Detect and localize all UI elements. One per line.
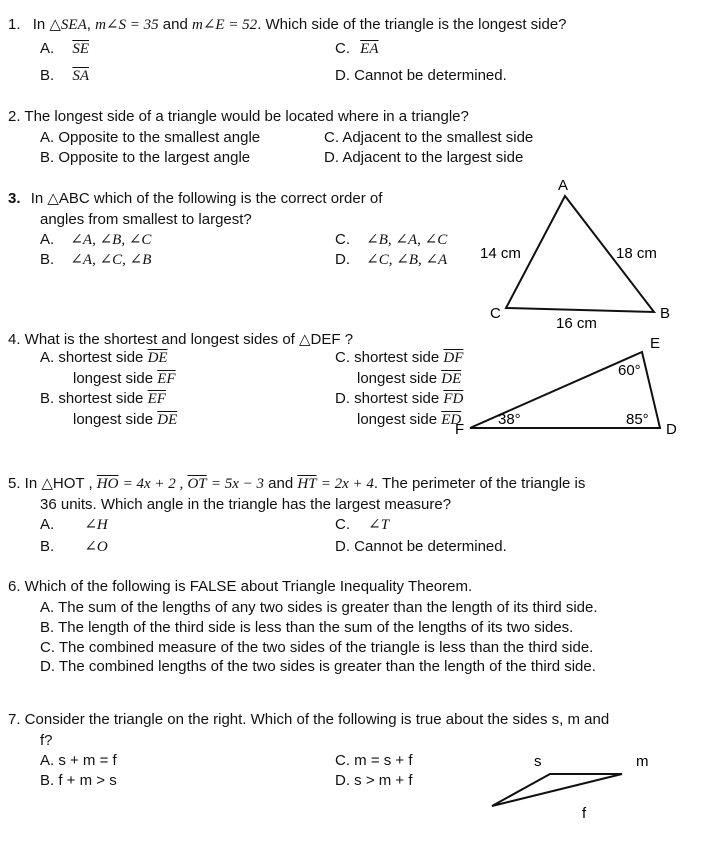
side-ac-label: 14 cm — [480, 245, 521, 262]
q1-option-c[interactable] — [335, 40, 379, 58]
q1-stem-start: In — [32, 16, 46, 33]
vertex-f-label: F — [455, 421, 465, 438]
q4-stem: 4. What is the shortest and longest sides of △DEF ? — [8, 331, 354, 348]
q4-b1-segment: $\overline{EF}$ — [147, 391, 166, 407]
triangle-def — [470, 352, 660, 428]
q4-c1-text: C. shortest side — [335, 349, 440, 366]
q4-a2-text: longest side — [73, 370, 154, 387]
q5-segment-ht: $\overline{HT}$ — [297, 476, 317, 492]
q4-c2-text: longest side — [357, 370, 438, 387]
q5-intro: 5. In △HOT , — [8, 475, 93, 492]
q1-stem-end: . Which side of the triangle is the longest side? — [257, 16, 567, 33]
q5-c-text: ∠T — [368, 517, 390, 533]
triangle-def-figure — [455, 335, 677, 438]
q2-option-b[interactable]: B. Opposite to the largest angle — [40, 149, 251, 166]
q2-stem: 2. The longest side of a triangle would be located where in a triangle? — [8, 108, 469, 125]
q5-ht-expression: = 2x + 4 — [320, 476, 374, 492]
triangle-abc — [506, 196, 654, 312]
q3-a-letter: A. — [40, 231, 55, 248]
q7-option-c[interactable]: C. m = s + f — [335, 752, 413, 769]
q3-c-text: ∠B, ∠A, ∠C — [366, 232, 448, 248]
q4-c2-segment: $\overline{DE}$ — [441, 371, 462, 387]
q4-option-a-shortest[interactable] — [40, 349, 168, 367]
q3-option-a[interactable] — [40, 231, 151, 249]
q7-stem-line2: f? — [40, 732, 53, 749]
q4-option-d-longest[interactable] — [357, 411, 461, 429]
q1-angle-e: m∠E = 52 — [192, 17, 258, 33]
q5-segment-ho: $\overline{HO}$ — [96, 476, 119, 492]
q4-b1-text: B. shortest side — [40, 390, 144, 407]
q5-and: and — [268, 475, 294, 492]
q4-option-c-shortest[interactable] — [335, 349, 463, 367]
q4-d1-segment: $\overline{FD}$ — [443, 391, 464, 407]
triangle-smf-figure — [492, 753, 649, 822]
q5-segment-ot: $\overline{OT}$ — [187, 476, 207, 492]
q3-stem-line1 — [8, 190, 382, 208]
q3-stem-text: In △ABC which of the following is the correct order of — [30, 190, 383, 207]
q5-option-b[interactable] — [40, 538, 108, 556]
q4-option-c-longest[interactable] — [357, 370, 461, 388]
q7-option-d[interactable]: D. s > m + f — [335, 772, 413, 789]
q3-option-b[interactable] — [40, 251, 151, 269]
q4-b2-segment: $\overline{DE}$ — [157, 412, 178, 428]
q4-a1-segment: $\overline{DE}$ — [147, 350, 168, 366]
q6-stem: 6. Which of the following is FALSE about Triangle Inequality Theorem. — [8, 578, 473, 595]
q1-and: and — [162, 16, 188, 33]
q5-a-text: ∠H — [84, 517, 108, 533]
side-m-label: m — [636, 753, 649, 770]
triangle-smf — [492, 774, 622, 806]
q4-option-a-longest[interactable] — [73, 370, 176, 388]
q5-a-letter: A. — [40, 516, 55, 533]
side-ab-label: 18 cm — [616, 245, 657, 262]
q1-option-b[interactable] — [40, 67, 89, 85]
q3-number: 3. — [8, 190, 21, 207]
q6-option-c[interactable]: C. The combined measure of the two sides of the triangle is less than the third side. — [40, 639, 594, 656]
q4-option-d-shortest[interactable] — [335, 390, 463, 408]
q1-b-segment: $\overline{SA}$ — [72, 68, 90, 84]
q4-d2-segment: $\overline{ED}$ — [441, 412, 462, 428]
q1-stem — [8, 16, 567, 34]
q5-option-a[interactable] — [40, 516, 108, 534]
q4-a2-segment: $\overline{EF}$ — [157, 371, 176, 387]
q7-option-a[interactable]: A. s + m = f — [40, 752, 117, 769]
angle-d-label: 85° — [626, 411, 649, 428]
q3-d-text: ∠C, ∠B, ∠A — [366, 252, 448, 268]
q1-number: 1. — [8, 16, 21, 33]
vertex-a-label: A — [558, 177, 569, 194]
q1-triangle: △SEA — [49, 17, 87, 33]
q5-intro-end: . The perimeter of the triangle is — [373, 475, 586, 492]
q4-a1-text: A. shortest side — [40, 349, 144, 366]
q3-option-c[interactable] — [335, 231, 447, 249]
angle-f-label: 38° — [498, 411, 521, 428]
q5-ot-expression: = 5x − 3 — [210, 476, 264, 492]
q5-ho-expression: = 4x + 2 , — [122, 476, 184, 492]
triangle-abc-figure — [480, 177, 670, 332]
q4-d2-text: longest side — [357, 411, 438, 428]
q7-stem-line1: 7. Consider the triangle on the right. Which of the following is true about the sides s, m and — [8, 711, 610, 728]
q1-option-a[interactable] — [40, 40, 89, 58]
q1-c-segment: $\overline{EA}$ — [360, 41, 379, 57]
q1-comma: , — [86, 16, 91, 33]
q4-d1-text: D. shortest side — [335, 390, 440, 407]
q4-option-b-shortest[interactable] — [40, 390, 166, 408]
angle-e-label: 60° — [618, 362, 641, 379]
side-cb-label: 16 cm — [556, 315, 597, 332]
q2-option-d[interactable]: D. Adjacent to the largest side — [324, 149, 524, 166]
q5-option-d[interactable]: D. Cannot be determined. — [335, 538, 507, 555]
q3-d-letter: D. — [335, 251, 350, 268]
vertex-b-label: B — [660, 305, 671, 322]
q2-option-c[interactable]: C. Adjacent to the smallest side — [324, 129, 534, 146]
q3-b-text: ∠A, ∠C, ∠B — [70, 252, 152, 268]
vertex-d-label: D — [666, 421, 677, 438]
q4-b2-text: longest side — [73, 411, 154, 428]
q3-a-text: ∠A, ∠B, ∠C — [70, 232, 152, 248]
q2-option-a[interactable]: A. Opposite to the smallest angle — [40, 129, 261, 146]
q6-option-d[interactable]: D. The combined lengths of the two sides is greater than the length of the third side. — [40, 658, 596, 675]
side-f-label: f — [582, 805, 587, 822]
q3-stem-line2: angles from smallest to largest? — [40, 211, 252, 228]
q3-c-letter: C. — [335, 231, 350, 248]
q4-option-b-longest[interactable] — [73, 411, 177, 429]
q1-angle-s: m∠S = 35 — [95, 17, 159, 33]
vertex-e-label: E — [650, 335, 661, 352]
q1-c-letter: C. — [335, 40, 350, 57]
q1-option-d[interactable]: D. Cannot be determined. — [335, 67, 507, 84]
q3-option-d[interactable] — [335, 251, 447, 269]
q5-stem-line2: 36 units. Which angle in the triangle has the largest measure? — [40, 496, 452, 513]
q4-c1-segment: $\overline{DF}$ — [443, 350, 464, 366]
q5-b-text: ∠O — [84, 539, 108, 555]
q1-a-letter: A. — [40, 40, 55, 57]
q5-b-letter: B. — [40, 538, 55, 555]
q6-option-a[interactable]: A. The sum of the lengths of any two sides is greater than the length of its third side. — [40, 599, 598, 616]
q3-b-letter: B. — [40, 251, 55, 268]
q6-option-b[interactable]: B. The length of the third side is less than the sum of the lengths of its two sides. — [40, 619, 574, 636]
q1-a-segment: $\overline{SE}$ — [72, 41, 90, 57]
q5-option-c[interactable] — [335, 516, 389, 534]
q1-b-letter: B. — [40, 67, 55, 84]
side-s-label: s — [534, 753, 542, 770]
vertex-c-label: C — [490, 305, 501, 322]
q5-stem-line1 — [8, 475, 585, 493]
q7-option-b[interactable]: B. f + m > s — [40, 772, 117, 789]
q5-c-letter: C. — [335, 516, 350, 533]
